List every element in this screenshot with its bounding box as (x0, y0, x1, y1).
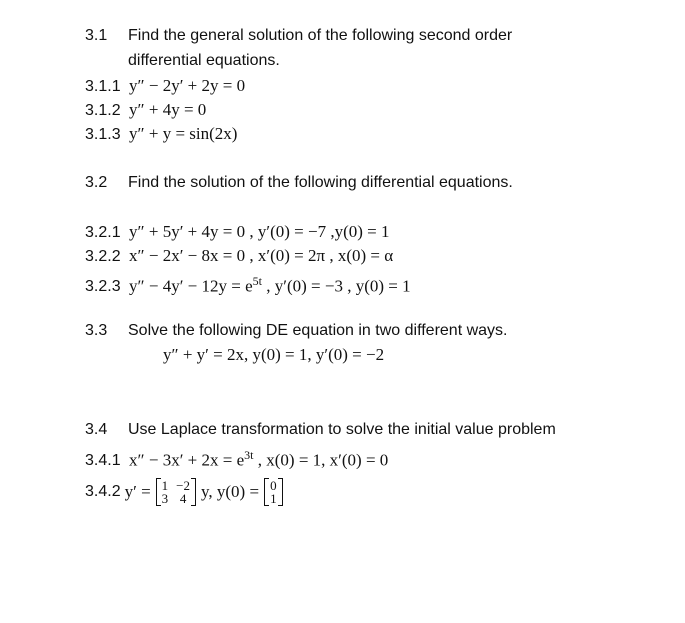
item-3-2-2 (85, 246, 393, 267)
item-3-2-3 (85, 271, 411, 297)
item-3-1-3 (85, 124, 237, 145)
equation-lhs: y″ − 4y′ − 12y = e (129, 276, 253, 296)
item-number: 3.4.1 (85, 452, 121, 470)
section-instruction: Solve the following DE equation in two different ways. (128, 322, 508, 339)
equation: y″ + 5y′ + 4y = 0 , y′(0) = −7 ,y(0) = 1 (129, 222, 390, 241)
coefficient-matrix (156, 478, 196, 506)
matrix-entry: −2 (176, 478, 190, 493)
equation-3-3 (163, 345, 384, 366)
right-bracket (191, 478, 196, 506)
equation: x″ − 2x′ − 8x = 0 , x′(0) = 2π , x(0) = α (129, 246, 394, 265)
section-instruction-line2: differential equations. (128, 52, 280, 69)
item-number: 3.2.3 (85, 278, 121, 296)
equation: y″ + y′ = 2x, y(0) = 1, y′(0) = −2 (163, 345, 385, 364)
item-3-4-2 (85, 474, 285, 510)
equation-lhs: y′ = (124, 482, 151, 501)
equation-conditions: , x(0) = 1, x′(0) = 0 (253, 450, 389, 470)
section-instruction: Find the solution of the following differential equations. (128, 174, 513, 191)
section-number: 3.3 (85, 322, 108, 339)
vector-entry: 1 (270, 491, 277, 506)
vector-entries (269, 478, 278, 506)
item-3-1-1 (85, 76, 245, 97)
equation-exponent: 5t (252, 274, 262, 288)
item-number: 3.1.1 (85, 78, 121, 95)
equation-conditions: , y′(0) = −3 , y(0) = 1 (262, 276, 411, 296)
right-bracket (278, 478, 283, 506)
section-instruction-line1: Find the general solution of the following second order (128, 27, 513, 44)
item-number: 3.2.1 (85, 224, 121, 241)
section-number: 3.4 (85, 421, 108, 438)
equation-exponent: 3t (244, 448, 254, 462)
section-number: 3.1 (85, 27, 108, 44)
matrix-entry: 4 (179, 491, 187, 506)
item-number: 3.1.2 (85, 102, 121, 119)
matrix-entry: 1 (161, 478, 169, 493)
section-instruction: Use Laplace transformation to solve the initial value problem (128, 421, 556, 438)
item-3-2-1 (85, 222, 389, 243)
item-3-1-2 (85, 100, 206, 121)
matrix-entries (161, 478, 191, 506)
item-number: 3.1.3 (85, 126, 121, 143)
equation: y″ − 2y′ + 2y = 0 (129, 76, 246, 95)
item-number: 3.4.2 (85, 483, 121, 500)
item-number: 3.2.2 (85, 248, 121, 265)
item-3-4-1 (85, 445, 388, 471)
matrix-entry: 3 (161, 491, 169, 506)
equation-lhs: x″ − 3x′ + 2x = e (129, 450, 245, 470)
section-number: 3.2 (85, 174, 108, 191)
equation: y″ + 4y = 0 (129, 100, 207, 119)
equation: y″ + y = sin(2x) (129, 124, 238, 143)
initial-vector (264, 478, 283, 506)
vector-entry: 0 (270, 478, 277, 493)
equation-middle: y, y(0) = (201, 482, 260, 501)
